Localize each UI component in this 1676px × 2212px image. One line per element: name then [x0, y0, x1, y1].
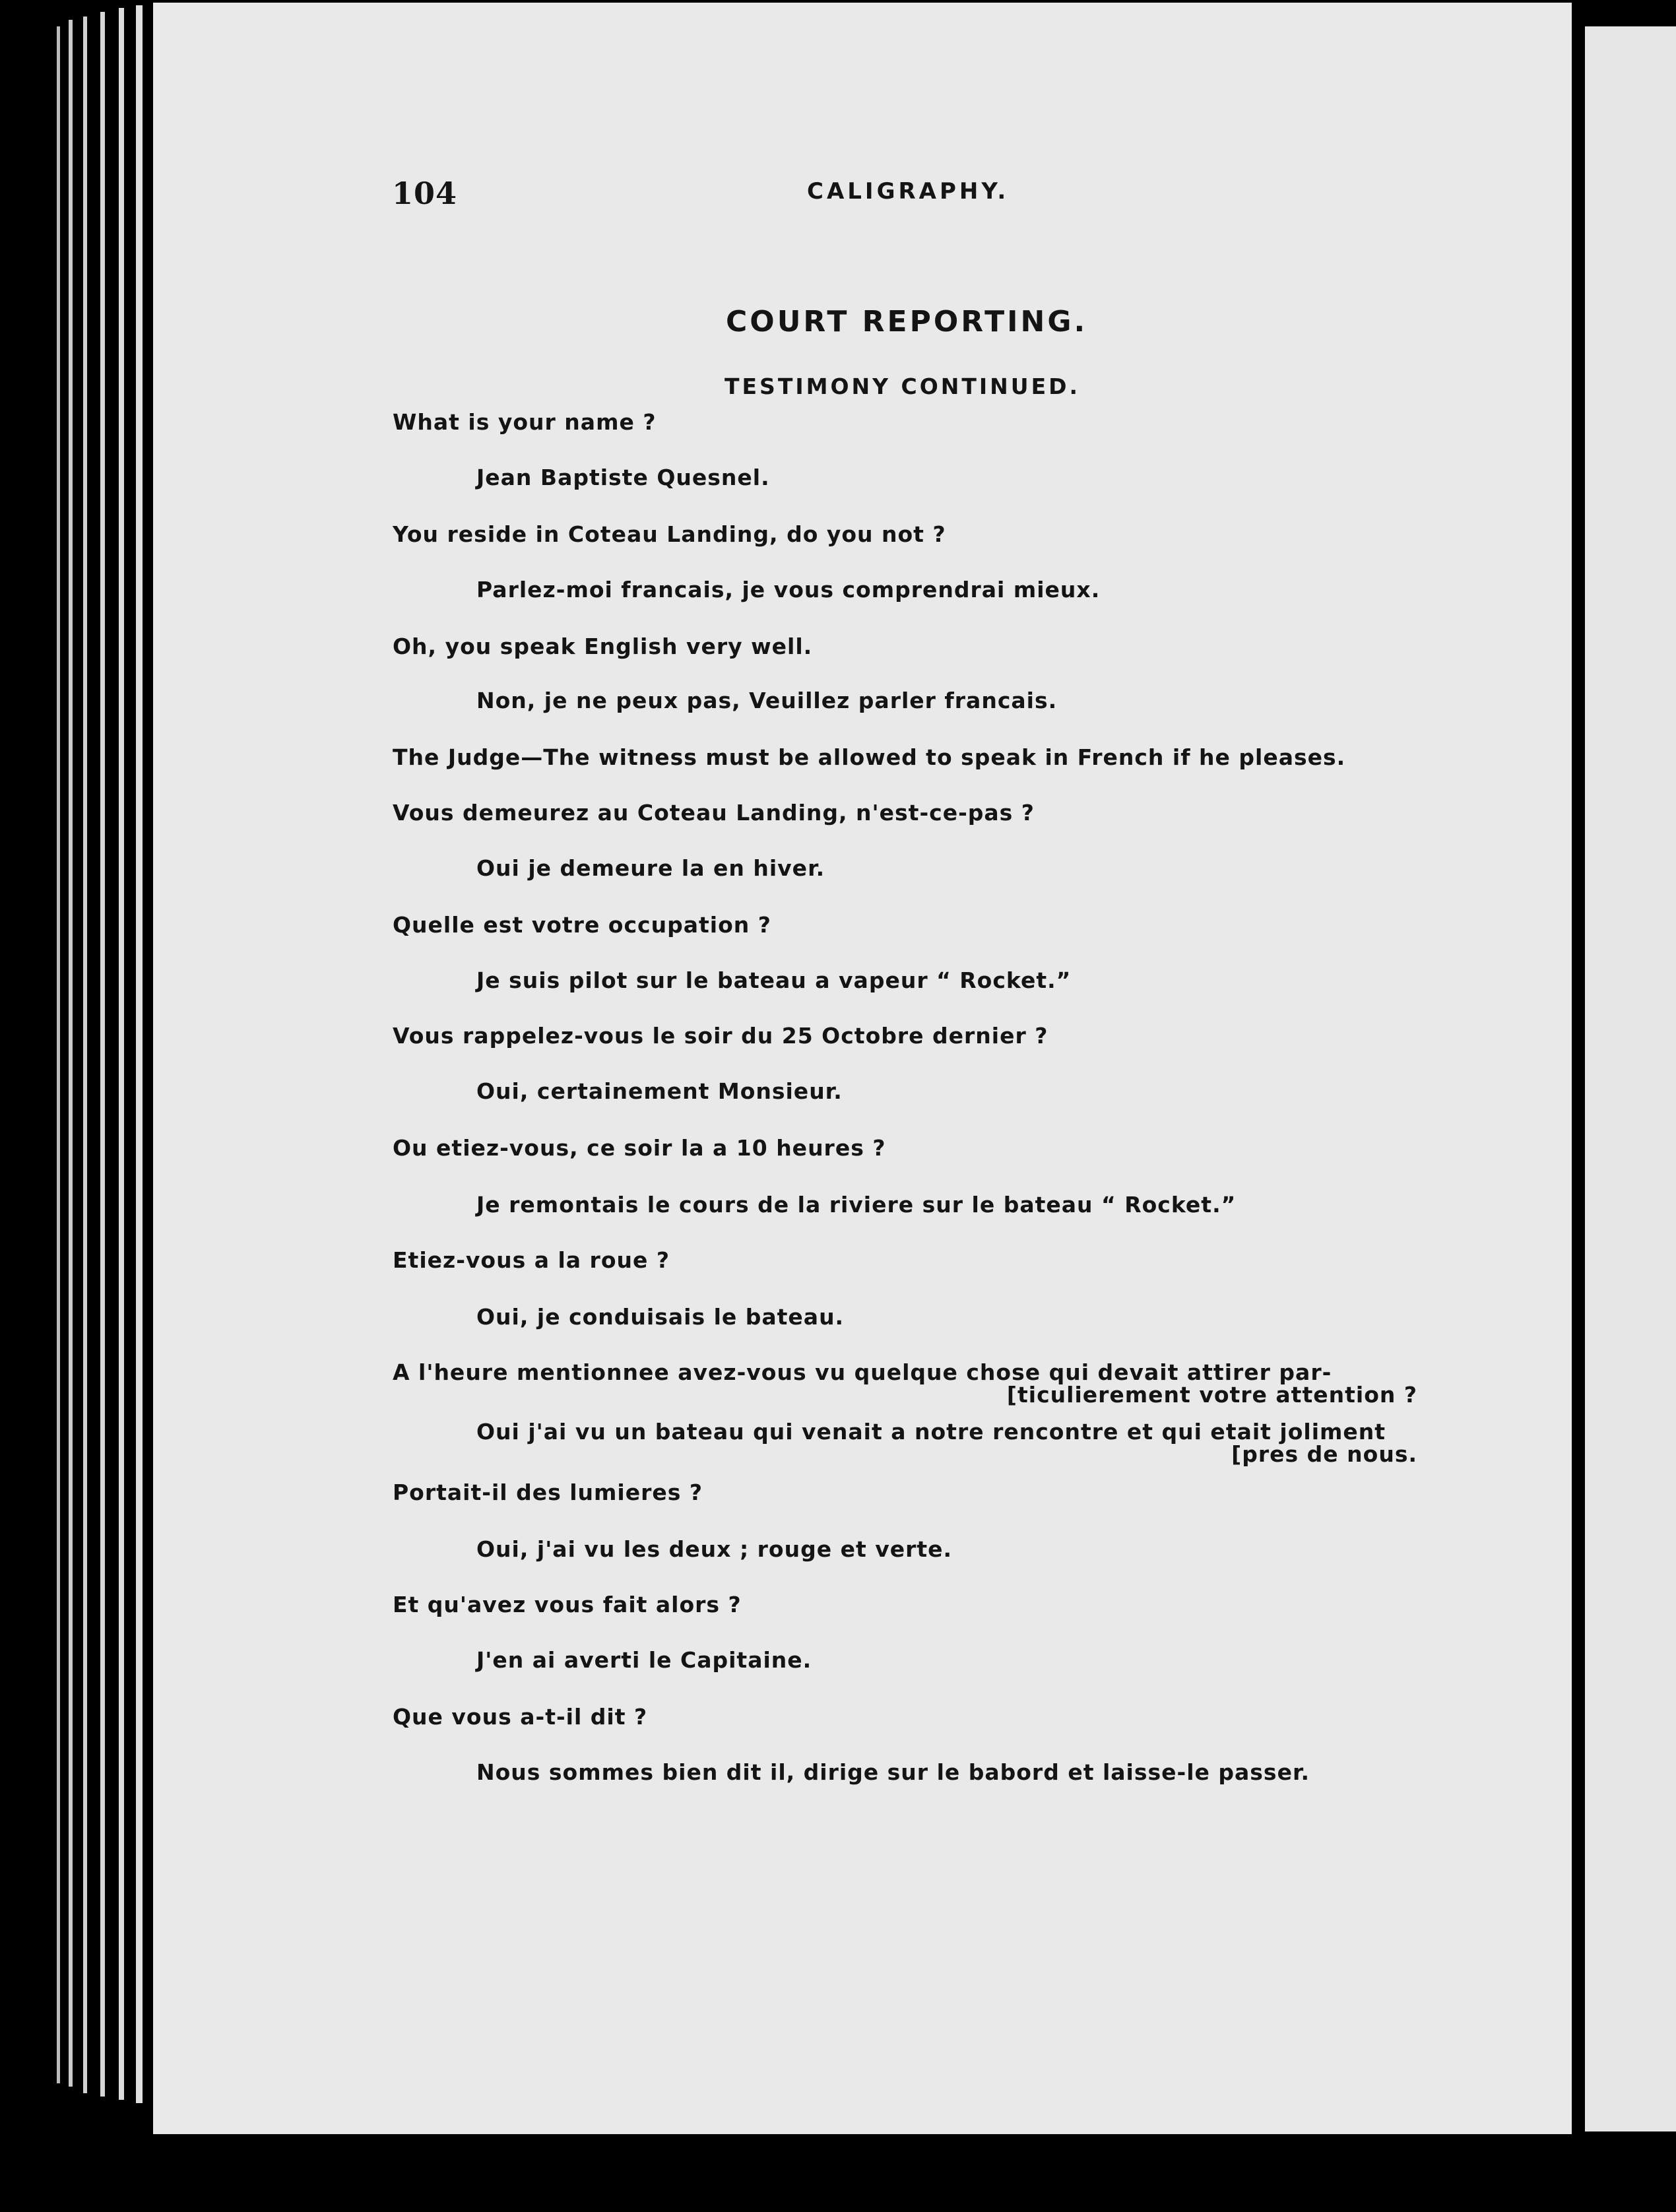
testimony-answer: Oui, certainement Monsieur.	[476, 1078, 843, 1104]
testimony-question: Portait-il des lumieres ?	[393, 1480, 703, 1505]
page-edge	[100, 12, 105, 2097]
testimony-question: Quelle est votre occupation ?	[393, 912, 771, 938]
page-edge	[57, 26, 60, 2083]
testimony-answer: Oui, je conduisais le bateau.	[476, 1304, 845, 1330]
testimony-question: Et qu'avez vous fait alors ?	[393, 1592, 742, 1617]
section-title: COURT REPORTING.	[726, 305, 1088, 339]
page-edge	[69, 20, 73, 2087]
testimony-answer: Parlez-moi francais, je vous comprendrai mieux.	[476, 577, 1101, 602]
testimony-question: Etiez-vous a la roue ?	[393, 1247, 670, 1273]
page-edge	[136, 5, 143, 2103]
facing-page-strip	[1585, 26, 1676, 2131]
testimony-question: Vous demeurez au Coteau Landing, n'est-ce-pas ?	[393, 800, 1035, 826]
page-gutter	[1572, 0, 1585, 2212]
testimony-question: Ou etiez-vous, ce soir la a 10 heures ?	[393, 1135, 886, 1161]
testimony-answer: Oui, j'ai vu les deux ; rouge et verte.	[476, 1536, 953, 1562]
running-head: CALIGRAPHY.	[807, 178, 1010, 205]
testimony-question: A l'heure mentionnee avez-vous vu quelque chose qui devait attirer par-	[393, 1359, 1332, 1385]
testimony-continuation: [pres de nous.	[1231, 1441, 1417, 1467]
testimony-answer: Nous sommes bien dit il, dirige sur le babord et laisse-le passer.	[476, 1759, 1310, 1785]
section-subtitle: TESTIMONY CONTINUED.	[725, 374, 1081, 399]
page-edge	[119, 8, 124, 2100]
testimony-question: Oh, you speak English very well.	[393, 634, 813, 659]
testimony-question: The Judge—The witness must be allowed to speak in French if he pleases.	[393, 744, 1346, 770]
testimony-question: What is your name ?	[393, 409, 657, 435]
page-edge	[83, 16, 87, 2093]
page-number: 104	[392, 176, 458, 211]
testimony-answer: J'en ai averti le Capitaine.	[476, 1647, 812, 1673]
testimony-question: Vous rappelez-vous le soir du 25 Octobre dernier ?	[393, 1023, 1048, 1049]
testimony-answer: Jean Baptiste Quesnel.	[476, 465, 770, 490]
testimony-answer: Oui je demeure la en hiver.	[476, 855, 825, 881]
testimony-answer: Non, je ne peux pas, Veuillez parler francais.	[476, 688, 1058, 713]
testimony-answer: Oui j'ai vu un bateau qui venait a notre rencontre et qui etait joliment	[476, 1419, 1386, 1445]
testimony-answer: Je suis pilot sur le bateau a vapeur “ Rocket.”	[476, 967, 1072, 993]
testimony-question: You reside in Coteau Landing, do you not ?	[393, 521, 946, 547]
testimony-question: Que vous a-t-il dit ?	[393, 1704, 648, 1730]
testimony-answer: Je remontais le cours de la riviere sur le bateau “ Rocket.”	[476, 1192, 1237, 1218]
testimony-continuation: [ticulierement votre attention ?	[1006, 1382, 1417, 1408]
